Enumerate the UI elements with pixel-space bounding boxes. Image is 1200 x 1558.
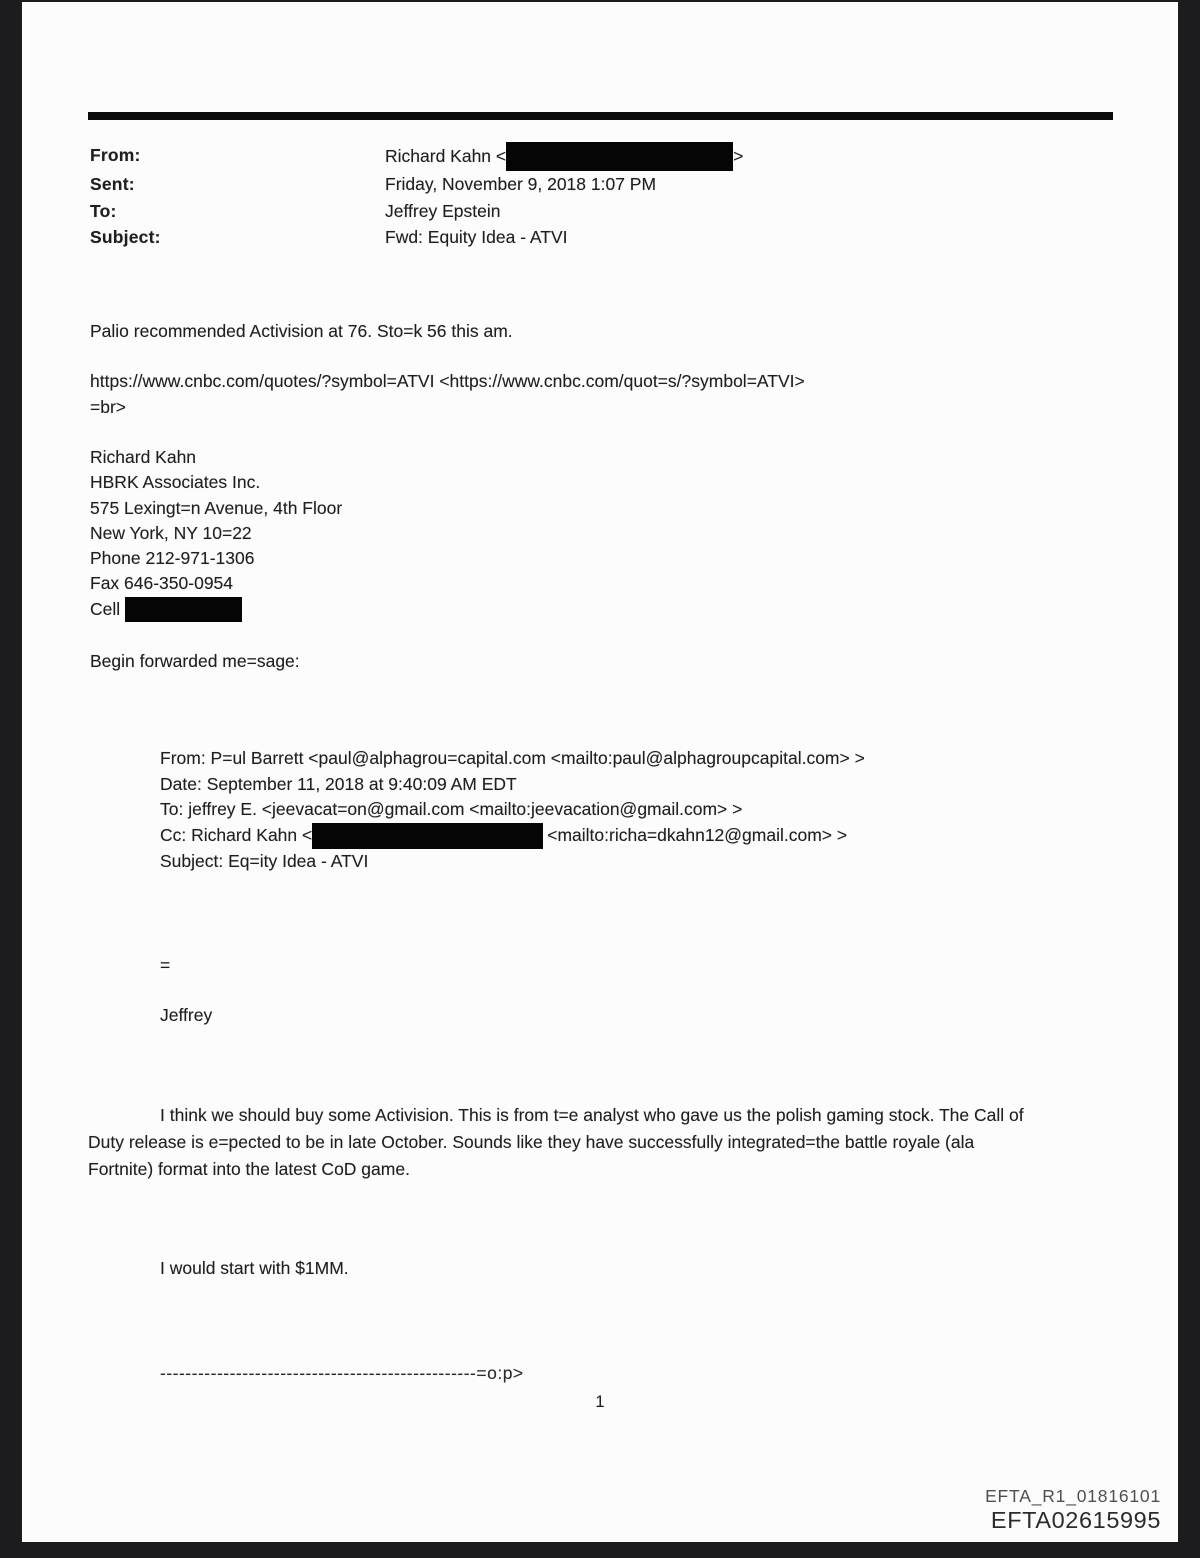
from-value — [385, 142, 743, 171]
header-rule — [88, 112, 1113, 120]
from-label: From: — [90, 145, 141, 165]
cell-label: Cell — [90, 598, 121, 619]
url-block — [90, 368, 805, 420]
cc-suffix: <mailto:richa=dkahn12@gmail.com> > — [547, 824, 848, 845]
greeting-jeffrey: Jeffrey — [160, 1005, 213, 1025]
paragraph-line-1: I think we should buy some Activision. This is from t=e analyst who gave us the polish gaming stock. The Call of — [160, 1105, 1024, 1125]
dashed-divider-artifact: --------------------------------------------------=o:p> — [160, 1363, 524, 1383]
signature-address-2: New York, NY 10=22 — [90, 522, 252, 543]
bates-number-bottom: EFTA02615995 — [990, 1507, 1161, 1533]
url-line-2: =br> — [90, 397, 126, 417]
document-page — [22, 2, 1178, 1542]
subject-label: Subject: — [90, 227, 161, 247]
paragraph-line-3: Fortnite) format into the latest CoD game. — [88, 1159, 410, 1180]
paragraph-stock-recommendation: Palio recommended Activision at 76. Sto=k 56 this am. — [90, 321, 513, 341]
signature-block — [90, 445, 342, 622]
paragraph-line-2: Duty release is e=pected to be in late October. Sounds like they have successfully integrated=the battle royale (ala — [88, 1132, 975, 1153]
forwarded-cc-line — [160, 823, 865, 849]
paragraph-buy-activision — [88, 1102, 1158, 1184]
begin-forwarded-line: Begin forwarded me=sage: — [90, 651, 300, 671]
paragraph-start-amount: I would start with $1MM. — [160, 1258, 349, 1278]
redaction-bar-cc-address — [312, 823, 543, 849]
redaction-bar-cell-number — [125, 597, 242, 622]
email-header — [90, 142, 743, 251]
forwarded-from-line: From: P=ul Barrett <paul@alphagrou=capital.com <mailto:paul@alphagroupcapital.com> > — [160, 748, 865, 768]
signature-name: Richard Kahn — [90, 447, 197, 467]
from-value-prefix: Richard Kahn < — [385, 146, 507, 166]
header-row-sent — [90, 171, 743, 198]
page-number: 1 — [595, 1393, 605, 1411]
forwarded-date-line: Date: September 11, 2018 at 9:40:09 AM EDT — [160, 773, 517, 794]
signature-fax: Fax 646-350-0954 — [90, 573, 234, 594]
url-line-1: https://www.cnbc.com/quotes/?symbol=ATVI <https://www.cnbc.com/quot=s/?symbol=ATVI> — [90, 371, 805, 391]
redaction-bar-from-address — [506, 142, 733, 171]
header-row-from — [90, 142, 743, 171]
bates-stamp — [985, 1486, 1161, 1534]
to-value: Jeffrey Epstein — [385, 200, 501, 221]
subject-value: Fwd: Equity Idea - ATVI — [385, 227, 568, 247]
signature-cell-row — [90, 597, 342, 622]
forwarded-subject-line: Subject: Eq=ity Idea - ATVI — [160, 850, 369, 871]
from-value-suffix: > — [733, 146, 744, 166]
stray-equals-artifact: = — [160, 955, 171, 975]
forwarded-to-line: To: jeffrey E. <jeevacat=on@gmail.com <mailto:jeevacation@gmail.com> > — [160, 799, 743, 820]
header-row-to — [90, 198, 743, 225]
signature-address-1: 575 Lexingt=n Avenue, 4th Floor — [90, 497, 343, 518]
sent-label: Sent: — [90, 174, 135, 194]
header-row-subject — [90, 224, 743, 251]
sent-value: Friday, November 9, 2018 1:07 PM — [385, 174, 657, 194]
signature-company: HBRK Associates Inc. — [90, 472, 261, 493]
to-label: To: — [90, 200, 117, 221]
forwarded-email-header — [160, 746, 865, 874]
signature-phone: Phone 212-971-1306 — [90, 548, 255, 569]
bates-number-top: EFTA_R1_01816101 — [985, 1486, 1161, 1506]
cc-prefix: Cc: Richard Kahn < — [160, 824, 313, 845]
